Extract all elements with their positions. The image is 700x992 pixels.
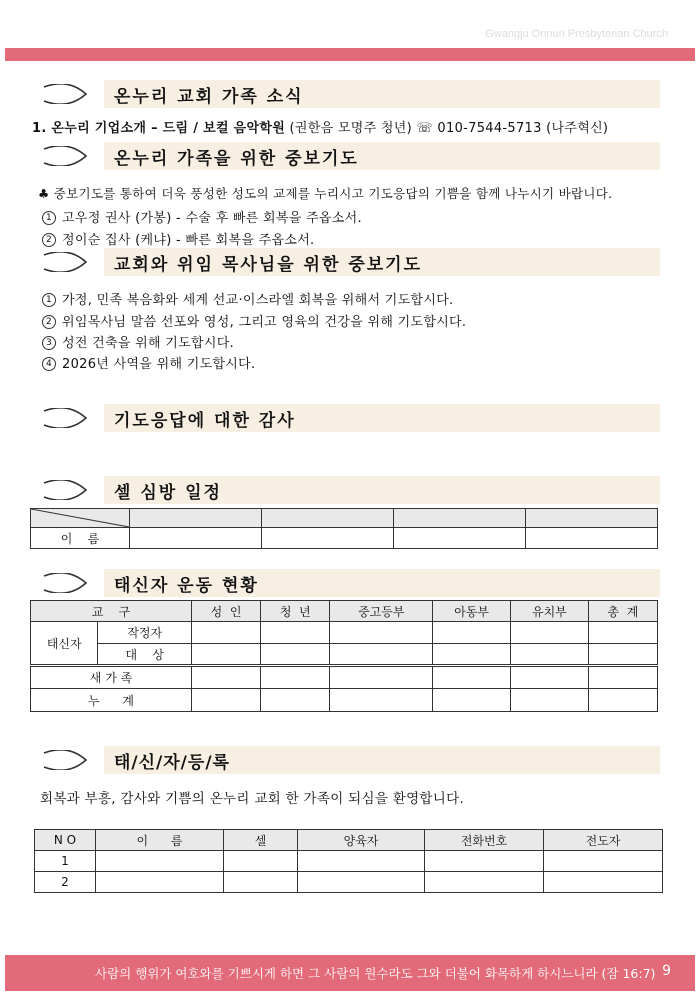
registration-table	[34, 829, 663, 893]
intercession-intro: ♣ 중보기도를 통하여 더욱 풍성한 성도의 교제를 누리시고 기도응답의 기쁨을 함께 나누시기 바랍니다.	[38, 186, 613, 201]
table-cell[interactable]	[261, 666, 330, 689]
table-cell[interactable]	[192, 689, 261, 712]
table-cell[interactable]	[511, 689, 589, 712]
table-cell[interactable]	[261, 644, 330, 666]
section-evangelism-header	[40, 569, 660, 597]
evangelism-table	[30, 600, 658, 712]
table-cell[interactable]	[224, 872, 298, 893]
family-news-item	[32, 117, 608, 136]
row-label: 새 가 족	[31, 666, 192, 689]
row-label: 누 계	[31, 689, 192, 712]
item-number: 4	[42, 357, 56, 371]
table-cell[interactable]	[262, 528, 394, 549]
section-title: 셀 심방 일정	[114, 483, 222, 503]
column-header: 청 년	[261, 601, 330, 622]
table-cell[interactable]	[330, 622, 433, 644]
table-cell[interactable]	[96, 872, 224, 893]
table-cell[interactable]	[433, 666, 511, 689]
table-cell[interactable]	[330, 644, 433, 666]
item-number: 1	[42, 293, 56, 307]
section-title: 교회와 위임 목사님을 위한 중보기도	[114, 255, 423, 275]
table-cell[interactable]	[261, 689, 330, 712]
column-header: 교 구	[31, 601, 192, 622]
prayer-item	[42, 332, 234, 351]
table-cell[interactable]	[433, 622, 511, 644]
fish-icon	[40, 408, 90, 428]
fish-icon	[40, 84, 90, 104]
table-cell[interactable]	[224, 851, 298, 872]
item-number: 2	[42, 315, 56, 329]
item-text: 위임목사님 말씀 선포와 영성, 그리고 영육의 건강을 위해 기도합시다.	[62, 315, 467, 330]
column-header: 전화번호	[425, 830, 544, 851]
news-item-detail: (권한음 모명주 청년) ☏ 010-7544-5713 (나주혁신)	[289, 121, 609, 136]
table-cell[interactable]	[511, 644, 589, 666]
item-number: 2	[42, 233, 56, 247]
column-header: 전도자	[544, 830, 663, 851]
fish-icon	[40, 146, 90, 166]
item-number: 3	[42, 336, 56, 350]
table-cell[interactable]	[394, 509, 526, 528]
table-cell[interactable]	[544, 872, 663, 893]
column-header: 아동부	[433, 601, 511, 622]
column-header: 셀	[224, 830, 298, 851]
table-cell[interactable]	[526, 509, 658, 528]
table-cell[interactable]	[130, 509, 262, 528]
column-header: 성 인	[192, 601, 261, 622]
fish-icon	[40, 480, 90, 500]
item-text: 가정, 민족 복음화와 세계 선교·이스라엘 회복을 위해서 기도합시다.	[62, 293, 454, 308]
cell-visit-table	[30, 508, 658, 549]
table-cell[interactable]	[588, 622, 657, 644]
column-header: N O	[35, 830, 96, 851]
diagonal-cell	[31, 509, 130, 528]
section-title: 온누리 가족을 위한 중보기도	[114, 149, 359, 169]
table-cell[interactable]	[433, 644, 511, 666]
section-church-prayer-header	[40, 248, 660, 276]
fish-icon	[40, 252, 90, 272]
row-label: 이 름	[31, 528, 130, 549]
table-cell[interactable]	[192, 666, 261, 689]
prayer-item	[42, 311, 466, 330]
prayer-item	[42, 353, 255, 372]
row-number: 2	[35, 872, 96, 893]
row-label: 대 상	[98, 644, 192, 666]
group-label: 태신자	[31, 622, 98, 666]
table-cell[interactable]	[511, 622, 589, 644]
fish-icon	[40, 750, 90, 770]
table-cell[interactable]	[261, 622, 330, 644]
table-cell[interactable]	[192, 622, 261, 644]
page-number: 9	[662, 963, 671, 979]
section-registration-header	[40, 746, 660, 774]
prayer-item	[42, 289, 454, 308]
table-cell[interactable]	[511, 666, 589, 689]
diagonal-line	[31, 509, 129, 527]
row-number: 1	[35, 851, 96, 872]
column-header: 이 름	[96, 830, 224, 851]
table-cell[interactable]	[298, 851, 425, 872]
table-cell[interactable]	[96, 851, 224, 872]
item-number: 1	[42, 211, 56, 225]
section-title: 태신자 운동 현황	[114, 576, 259, 596]
intercession-item	[42, 207, 362, 226]
section-title: 기도응답에 대한 감사	[114, 411, 296, 431]
footer-bar	[5, 955, 695, 991]
intercession-item	[42, 229, 315, 248]
section-cell-visit-header	[40, 476, 660, 504]
table-cell[interactable]	[544, 851, 663, 872]
column-header: 양육자	[298, 830, 425, 851]
welcome-text: 회복과 부흥, 감사와 기쁨의 온누리 교회 한 가족이 되심을 환영합니다.	[40, 791, 465, 807]
table-cell[interactable]	[330, 689, 433, 712]
table-cell[interactable]	[526, 528, 658, 549]
table-cell[interactable]	[588, 666, 657, 689]
item-text: 고우정 권사 (가봉) - 수술 후 빠른 회복을 주옵소서.	[62, 211, 362, 226]
table-cell[interactable]	[433, 689, 511, 712]
item-text: 2026년 사역을 위해 기도합시다.	[62, 357, 256, 372]
column-header: 총 계	[588, 601, 657, 622]
table-cell[interactable]	[425, 851, 544, 872]
section-family-news-header	[40, 80, 660, 108]
news-item-title: 1. 온누리 기업소개 – 드림 / 보컬 음악학원	[32, 121, 286, 136]
table-cell[interactable]	[298, 872, 425, 893]
header-bar	[5, 48, 695, 61]
column-header: 유치부	[511, 601, 589, 622]
table-cell[interactable]	[262, 509, 394, 528]
footer-verse: 사람의 행위가 여호와를 기쁘시게 하면 그 사람의 원수라도 그와 더불어 화목하게 하시느니라 (잠 16:7)	[95, 966, 656, 981]
table-cell[interactable]	[588, 644, 657, 666]
section-title: 태/신/자/등/록	[114, 753, 230, 773]
table-cell[interactable]	[588, 689, 657, 712]
section-title: 온누리 교회 가족 소식	[114, 87, 304, 107]
table-cell[interactable]	[192, 644, 261, 666]
item-text: 성전 건축을 위해 기도합시다.	[62, 336, 235, 351]
section-thanks-header	[40, 404, 660, 432]
table-cell[interactable]	[330, 666, 433, 689]
column-header: 중고등부	[330, 601, 433, 622]
row-label: 작정자	[98, 622, 192, 644]
section-intercession-header	[40, 142, 660, 170]
fish-icon	[40, 573, 90, 593]
table-cell[interactable]	[394, 528, 526, 549]
church-name: Gwangju Onnuri Presbyterian Church	[485, 28, 668, 40]
table-cell[interactable]	[130, 528, 262, 549]
item-text: 정이순 집사 (케냐) - 빠른 회복을 주옵소서.	[62, 233, 315, 248]
table-cell[interactable]	[425, 872, 544, 893]
